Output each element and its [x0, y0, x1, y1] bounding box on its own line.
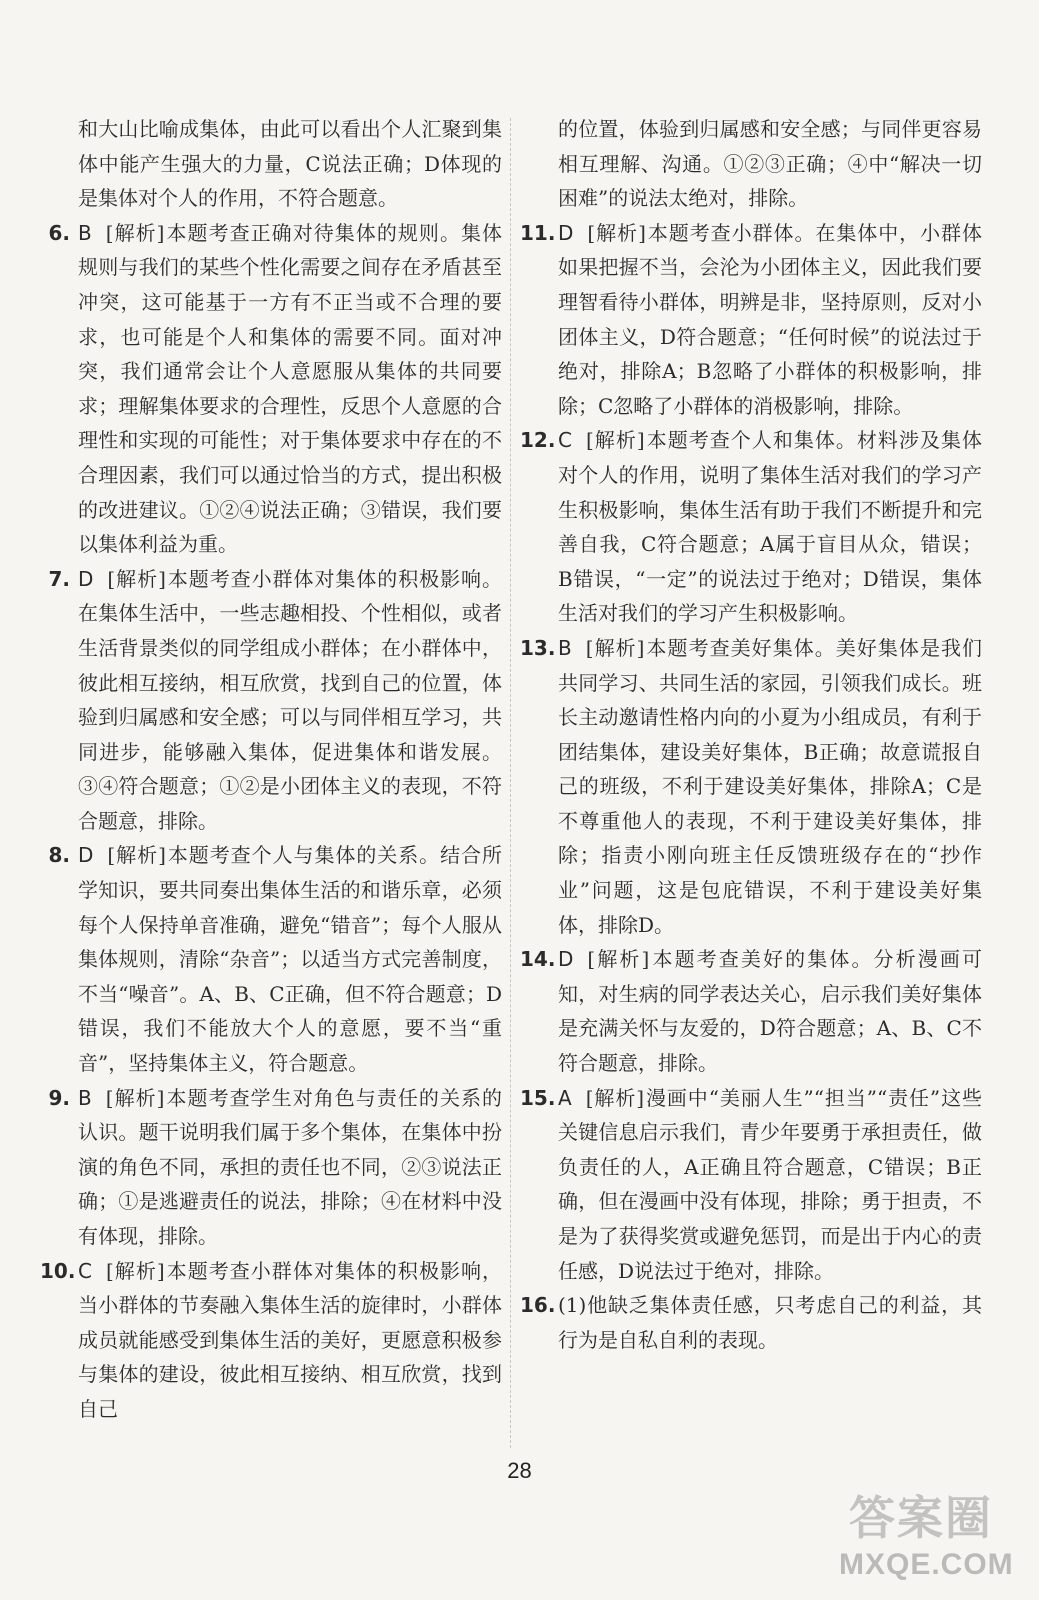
analysis-tag-label: 解析: [113, 220, 157, 245]
answer-item: [520, 942, 982, 1080]
item-text: 本题考查个人与集体的关系。结合所学知识，要共同奏出集体生活的和谐乐章，必须每个人保持单音准确，避免“错音”；每个人服从集体规则，清除“杂音”；以适当方式完善制度，不当“噪音”。A、B、C正确，但不符合题意；D错误，我们不能放大个人的意愿，要不当“重音”，坚持集体主义，符合题意。: [78, 843, 503, 1076]
answer-letter: D: [78, 566, 94, 591]
answer-item: [520, 631, 982, 942]
item-number: 11.: [520, 220, 556, 245]
answer-letter: D: [558, 220, 574, 245]
column-divider: [510, 118, 511, 1448]
answer-letter: C: [78, 1258, 92, 1283]
analysis-tag-label: 解析: [113, 1258, 157, 1283]
answer-item: [520, 1081, 982, 1289]
item-number: 6.: [48, 220, 70, 245]
analysis-tag-label: 解析: [595, 220, 639, 245]
analysis-tag-label: 解析: [593, 428, 637, 453]
item-text: 本题考查美好集体。美好集体是我们共同学习、共同生活的家园，引领我们成长。班长主动邀请性格内向的小夏为小组成员，有利于团结集体，建设美好集体，B正确；故意谎报自己的班级，不利于建设美好集体，排除A；C是不尊重他人的表现，不利于建设美好集体，排除；指责小刚向班主任反馈班级存在的“抄作业”问题，这是包庇错误，不利于建设美好集体，排除D。: [558, 635, 983, 937]
analysis-tag-label: 解析: [593, 1085, 637, 1110]
watermark-logo: [831, 1476, 1021, 1586]
answer-letter: B: [78, 1085, 92, 1110]
item-number: 8.: [48, 843, 70, 868]
answer-item: [40, 562, 502, 839]
item-number: 13.: [520, 635, 556, 660]
analysis-tag-label: 解析: [115, 566, 159, 591]
item-text: 本题考查小群体对集体的积极影响。在集体生活中，一些志趣相投、个性相似，或者生活背景类似的同学组成小群体；在小群体中，彼此相互接纳，相互欣赏，找到自己的位置，体验到归属感和安全感；可以与同伴相互学习，共同进步，能够融入集体，促进集体和谐发展。③④符合题意；①②是小团体主义的表现，不符合题意，排除。: [78, 566, 503, 833]
analysis-tag: [解析]: [107, 843, 166, 868]
analysis-tag-label: 解析: [115, 843, 159, 868]
item-number: 9.: [48, 1085, 70, 1110]
analysis-tag: [解析]: [105, 1085, 165, 1110]
answer-item: [40, 216, 502, 562]
answer-item: [40, 1081, 502, 1254]
answer-item: [520, 216, 982, 424]
item-number: 14.: [520, 947, 556, 972]
analysis-tag: [解析]: [105, 220, 165, 245]
analysis-tag: [解析]: [107, 566, 166, 591]
answer-item: [520, 1288, 982, 1357]
analysis-tag: [解析]: [105, 1258, 165, 1283]
analysis-tag: [解析]: [585, 1085, 645, 1110]
answer-item: [520, 423, 982, 631]
answer-letter: B: [558, 635, 572, 660]
item-number: 12.: [520, 428, 556, 453]
answer-letter: B: [78, 220, 92, 245]
analysis-tag-label: 解析: [113, 1085, 157, 1110]
watermark-logo-text: 答案圈: [849, 1491, 993, 1545]
analysis-tag: [解析]: [585, 428, 645, 453]
page-number: 28: [507, 1458, 532, 1483]
analysis-tag: [解析]: [587, 947, 650, 972]
item-text: (1)他缺乏集体责任感，只考虑自己的利益，其行为是自私自利的表现。: [558, 1293, 982, 1352]
analysis-tag: [解析]: [587, 220, 646, 245]
answer-letter: D: [558, 947, 574, 972]
answer-item: [40, 1254, 502, 1427]
item-text: 漫画中“美丽人生”“担当”“责任”这些关键信息启示我们，青少年要勇于承担责任，做负责任的人，A正确且符合题意，C错误；B正确，但在漫画中没有体现，排除；勇于担责，不是为了获得奖赏或避免惩罚，而是出于内心的责任感，D说法过于绝对，排除。: [558, 1085, 982, 1283]
item-number: 16.: [520, 1293, 556, 1318]
answer-letter: A: [558, 1085, 572, 1110]
watermark-domain: MXQE.COM: [839, 1548, 1014, 1581]
answer-letter: C: [558, 428, 572, 453]
item-text: 本题考查美好的集体。分析漫画可知，对生病的同学表达关心，启示我们美好集体是充满关怀与友爱的，D符合题意；A、B、C不符合题意，排除。: [558, 947, 982, 1076]
left-continuation-text: 和大山比喻成集体，由此可以看出个人汇聚到集体中能产生强大的力量，C说法正确；D体现的是集体对个人的作用，不符合题意。: [78, 117, 502, 211]
item-text: 本题考查小群体对集体的积极影响，当小群体的节奏融入集体生活的旋律时，小群体成员就能感受到集体生活的美好，更愿意积极参与集体的建设，彼此相互接纳、相互欣赏，找到自己: [78, 1258, 503, 1421]
answer-item: [40, 838, 502, 1080]
answer-letter: D: [78, 843, 94, 868]
analysis-tag: [解析]: [585, 635, 645, 660]
item-text: 本题考查个人和集体。材料涉及集体对个人的作用，说明了集体生活对我们的学习产生积极影响，集体生活有助于我们不断提升和完善自我，C符合题意；A属于盲目从众，错误；B错误，“一定”的说法过于绝对；D错误，集体生活对我们的学习产生积极影响。: [558, 428, 983, 626]
item-text: 本题考查学生对角色与责任的关系的认识。题干说明我们属于多个集体，在集体中扮演的角色不同，承担的责任也不同，②③说法正确；①是逃避责任的说法，排除；④在材料中没有体现，排除。: [78, 1085, 503, 1248]
right-column: [520, 112, 982, 1357]
left-column: [40, 112, 502, 1427]
item-text: 本题考查正确对待集体的规则。集体规则与我们的某些个性化需要之间存在矛盾甚至冲突，这可能基于一方有不正当或不合理的要求，也可能是个人和集体的需要不同。面对冲突，我们通常会让个人意愿服从集体的共同要求；理解集体要求的合理性，反思个人意愿的合理性和实现的可能性；对于集体要求中存在的不合理因素，我们可以通过恰当的方式，提出积极的改进建议。①②④说法正确；③错误，我们要以集体利益为重。: [78, 220, 503, 557]
analysis-tag-label: 解析: [593, 635, 637, 660]
item-number: 15.: [520, 1085, 556, 1110]
item-text: 本题考查小群体。在集体中，小群体如果把握不当，会沦为小团体主义，因此我们要理智看待小群体，明辨是非，坚持原则，反对小团体主义，D符合题意；“任何时候”的说法过于绝对，排除A；B忽略了小群体的积极影响，排除；C忽略了小群体的消极影响，排除。: [558, 220, 983, 418]
analysis-tag-label: 解析: [595, 947, 642, 972]
item-number: 10.: [40, 1258, 76, 1283]
left-items-list: [40, 216, 502, 1427]
right-items-list: [520, 216, 982, 1358]
item-number: 7.: [48, 566, 70, 591]
right-continuation-text: 的位置，体验到归属感和安全感；与同伴更容易相互理解、沟通。①②③正确；④中“解决一切困难”的说法太绝对，排除。: [558, 117, 982, 211]
